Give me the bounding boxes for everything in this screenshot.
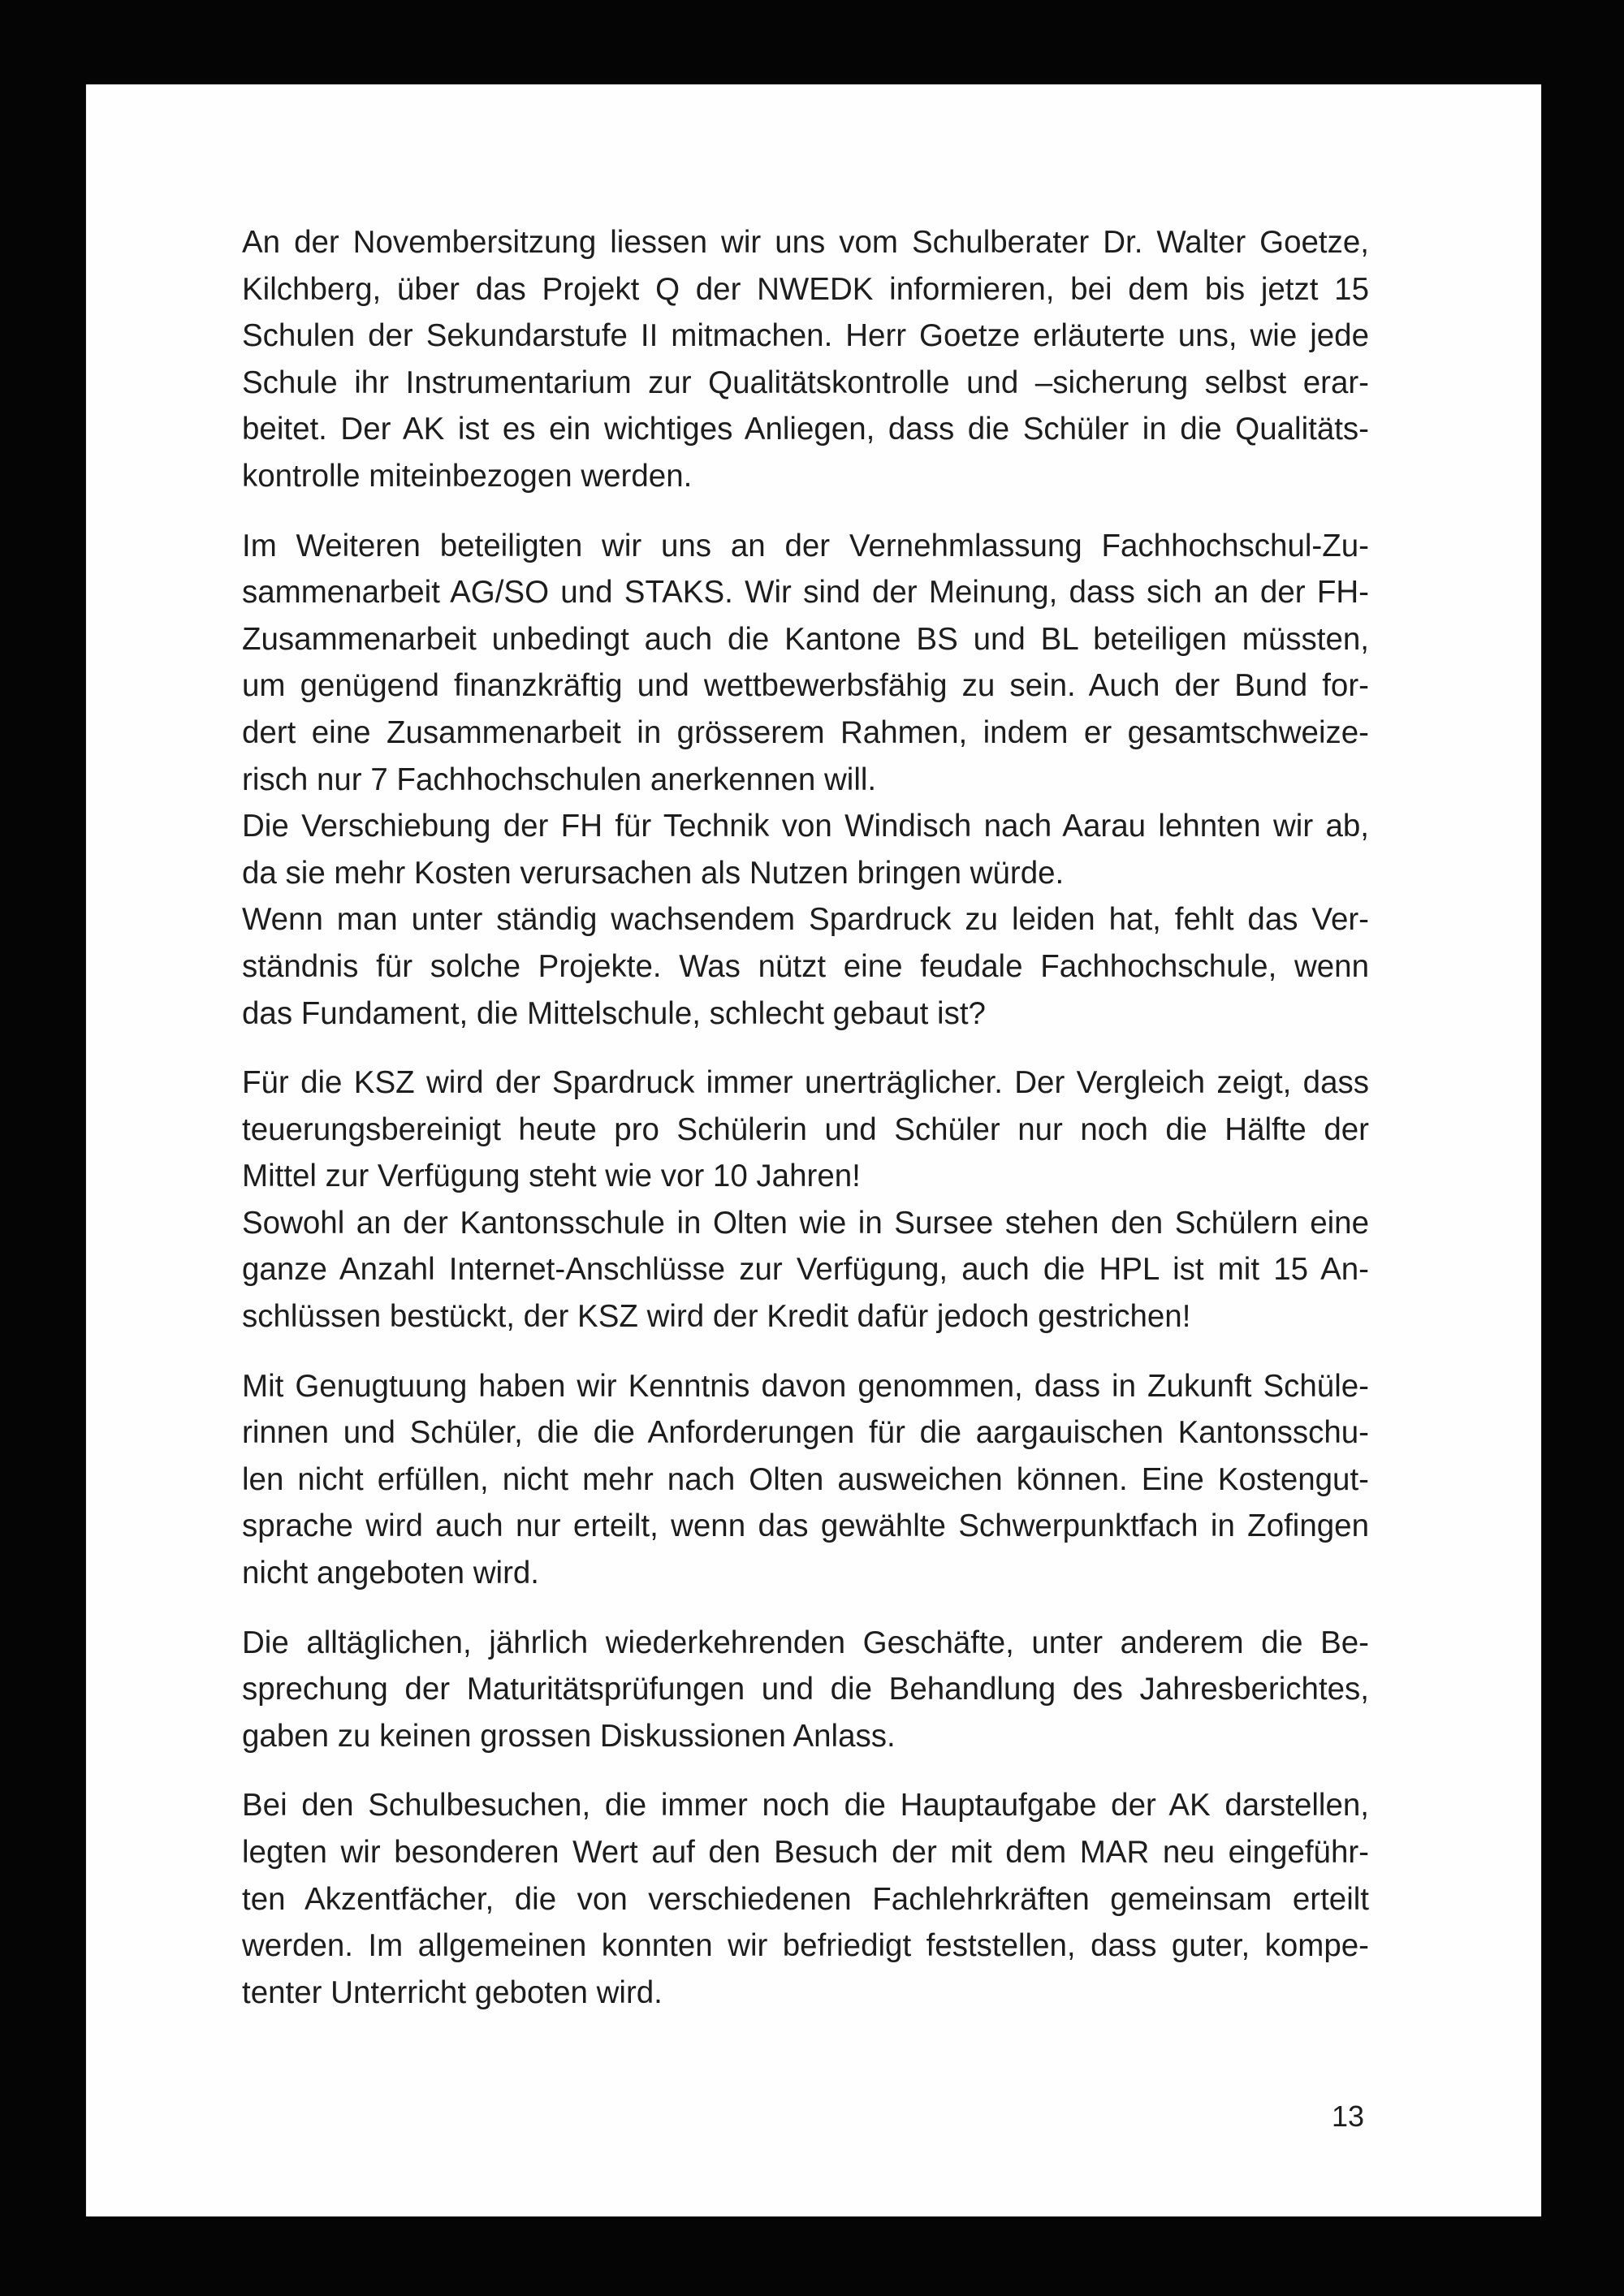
paragraph-geschaefte bbox=[242, 1620, 1369, 1760]
text-line: Für die KSZ wird der Spardruck immer unerträglicher. Der Vergleich zeigt, dass bbox=[242, 1065, 1369, 1101]
text-line: legten wir besonderen Wert auf den Besuch der mit dem MAR neu eingeführ- bbox=[242, 1835, 1369, 1870]
text-line: um genügend finanzkräftig und wettbewerbsfähig zu sein. Auch der Bund for- bbox=[242, 668, 1369, 704]
text-line: An der Novembersitzung liessen wir uns vom Schulberater Dr. Walter Goetze, bbox=[242, 225, 1369, 260]
text-line: werden. Im allgemeinen konnten wir befriedigt feststellen, dass guter, kompe- bbox=[242, 1928, 1369, 1964]
text-line: Mit Genugtuung haben wir Kenntnis davon genommen, dass in Zukunft Schüle- bbox=[242, 1368, 1369, 1404]
page-number: 13 bbox=[1331, 2100, 1364, 2133]
text-line: das Fundament, die Mittelschule, schlecht gebaut ist? bbox=[242, 995, 986, 1031]
text-line: ten Akzentfächer, die von verschiedenen Fachlehrkräften gemeinsam erteilt bbox=[242, 1881, 1369, 1917]
text-line: Mittel zur Verfügung steht wie vor 10 Jahren! bbox=[242, 1159, 861, 1194]
body-text bbox=[242, 219, 1369, 2039]
text-line: kontrolle miteinbezogen werden. bbox=[242, 458, 693, 494]
text-line: schlüssen bestückt, der KSZ wird der Kredit dafür jedoch gestrichen! bbox=[242, 1299, 1191, 1335]
text-line: risch nur 7 Fachhochschulen anerkennen will. bbox=[242, 762, 877, 797]
paragraph-spardruck bbox=[242, 1060, 1369, 1340]
text-line: Schulen der Sekundarstufe II mitmachen. Herr Goetze erläuterte uns, wie jede bbox=[242, 318, 1369, 354]
text-line: beitet. Der AK ist es ein wichtiges Anliegen, dass die Schüler in die Qualitäts- bbox=[242, 412, 1369, 447]
text-line: len nicht erfüllen, nicht mehr nach Olten ausweichen können. Eine Kostengut- bbox=[242, 1461, 1369, 1497]
document-page bbox=[86, 84, 1541, 2216]
text-line: Schule ihr Instrumentarium zur Qualitätskontrolle und –sicherung selbst erar- bbox=[242, 365, 1369, 400]
text-line: rinnen und Schüler, die die Anforderungen für die aargauischen Kantonsschu- bbox=[242, 1415, 1369, 1451]
text-line: Die alltäglichen, jährlich wiederkehrenden Geschäfte, unter anderem die Be- bbox=[242, 1625, 1369, 1660]
text-line: sprechung der Maturitätsprüfungen und die Behandlung des Jahresberichtes, bbox=[242, 1672, 1369, 1707]
text-line: Wenn man unter ständig wachsendem Spardruck zu leiden hat, fehlt das Ver- bbox=[242, 902, 1369, 938]
text-line: sprache wird auch nur erteilt, wenn das gewählte Schwerpunktfach in Zofingen bbox=[242, 1508, 1369, 1544]
text-line: Zusammenarbeit unbedingt auch die Kantone BS und BL beteiligen müssten, bbox=[242, 621, 1369, 657]
text-line: teuerungsbereinigt heute pro Schülerin und Schüler nur noch die Hälfte der bbox=[242, 1111, 1369, 1147]
text-line: ganze Anzahl Internet-Anschlüsse zur Verfügung, auch die HPL ist mit 15 An- bbox=[242, 1252, 1369, 1288]
text-line: Sowohl an der Kantonsschule in Olten wie in Sursee stehen den Schülern eine bbox=[242, 1205, 1369, 1241]
text-line: ständnis für solche Projekte. Was nützt eine feudale Fachhochschule, wenn bbox=[242, 948, 1369, 984]
text-line: tenter Unterricht geboten wird. bbox=[242, 1974, 663, 2010]
paragraph-fachhochschule bbox=[242, 523, 1369, 1038]
text-line: Kilchberg, über das Projekt Q der NWEDK informieren, bei dem bis jetzt 15 bbox=[242, 271, 1369, 307]
paragraph-schulbesuche bbox=[242, 1782, 1369, 2016]
text-line: dert eine Zusammenarbeit in grösserem Rahmen, indem er gesamtschweize- bbox=[242, 714, 1369, 750]
text-line: Die Verschiebung der FH für Technik von Windisch nach Aarau lehnten wir ab, bbox=[242, 809, 1369, 844]
text-line: Bei den Schulbesuchen, die immer noch die Hauptaufgabe der AK darstellen, bbox=[242, 1788, 1369, 1823]
text-line: Im Weiteren beteiligten wir uns an der Vernehmlassung Fachhochschul-Zu- bbox=[242, 528, 1369, 563]
text-line: gaben zu keinen grossen Diskussionen Anlass. bbox=[242, 1718, 896, 1754]
text-line: sammenarbeit AG/SO und STAKS. Wir sind der Meinung, dass sich an der FH- bbox=[242, 575, 1369, 611]
paragraph-projekt-q bbox=[242, 219, 1369, 500]
text-line: nicht angeboten wird. bbox=[242, 1556, 539, 1591]
paragraph-kostengutsprache bbox=[242, 1363, 1369, 1597]
text-line: da sie mehr Kosten verursachen als Nutzen bringen würde. bbox=[242, 855, 1065, 891]
